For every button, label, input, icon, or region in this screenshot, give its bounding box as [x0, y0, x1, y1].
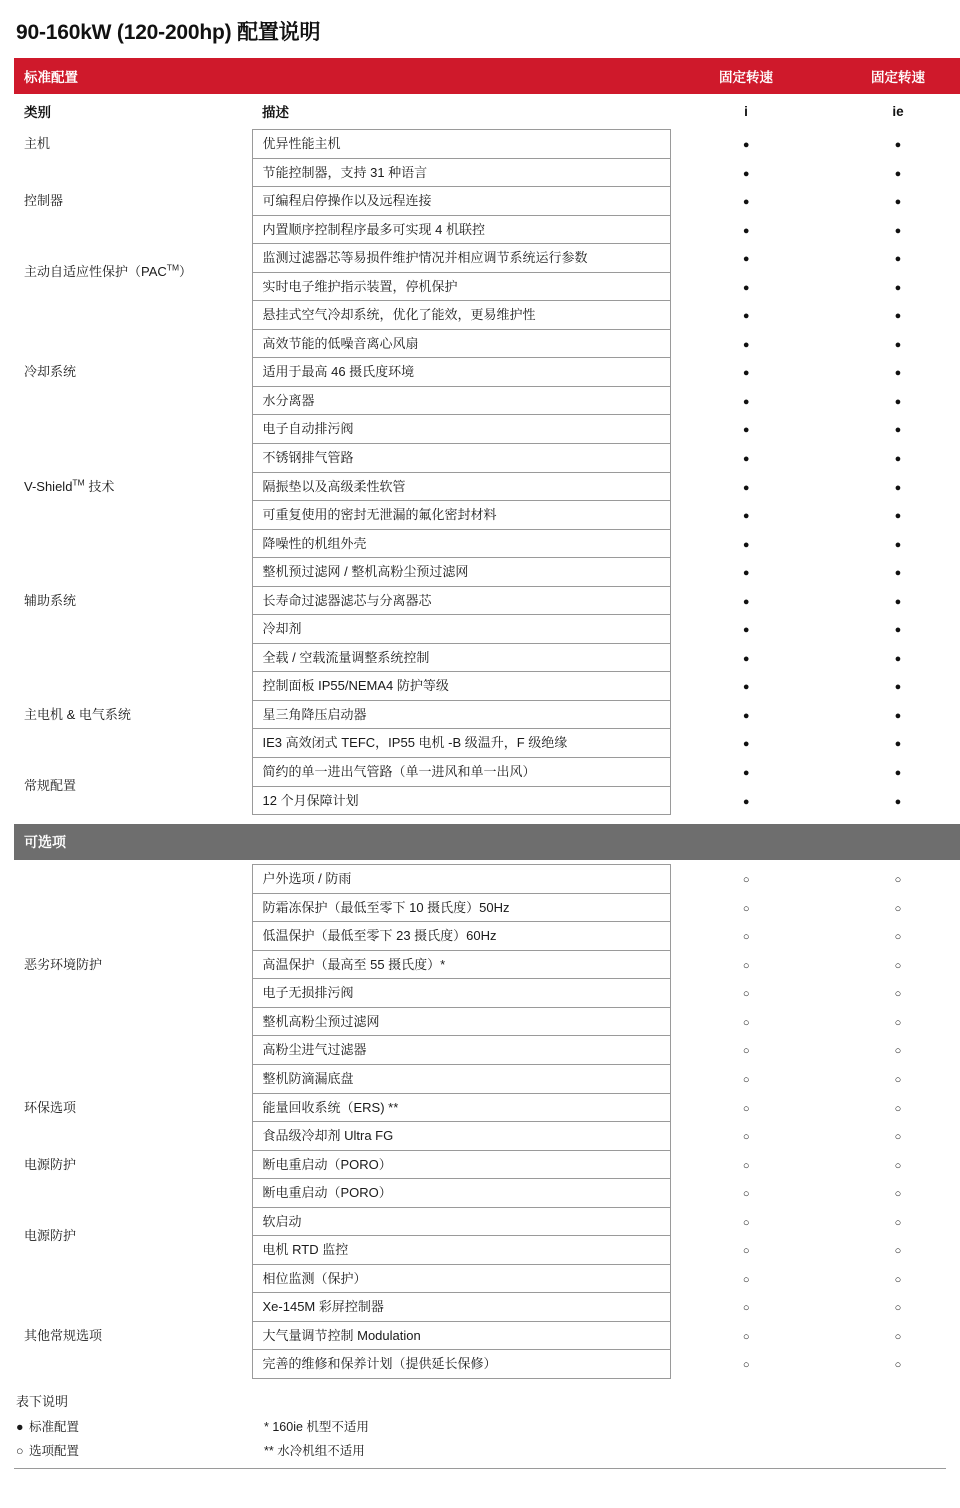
row-description: 实时电子维护指示装置，停机保护 — [252, 272, 670, 301]
row-category: 辅助系统 — [24, 592, 77, 608]
standard-dot-icon — [743, 793, 750, 808]
row-value-i — [670, 1293, 822, 1322]
table-subheader — [14, 94, 960, 130]
table-row — [14, 301, 960, 330]
standard-dot-icon — [743, 707, 750, 722]
row-description: 长寿命过滤器滤芯与分离器芯 — [252, 586, 670, 615]
standard-dot-icon — [743, 593, 750, 608]
standard-dot-icon — [895, 678, 902, 693]
footnotes-title: 表下说明 — [16, 1393, 69, 1409]
row-value-i — [670, 444, 822, 473]
row-value-ie — [822, 215, 960, 244]
option-circle-icon — [895, 1100, 902, 1115]
option-circle-icon — [895, 1185, 902, 1200]
standard-dot-icon — [895, 193, 902, 208]
row-category: 控制器 — [24, 193, 64, 209]
row-value-i — [670, 130, 822, 159]
row-value-ie — [822, 586, 960, 615]
row-description: 星三角降压启动器 — [252, 700, 670, 729]
standard-dot-icon — [895, 165, 902, 180]
row-value-ie — [822, 615, 960, 644]
row-value-i — [670, 358, 822, 387]
row-value-ie — [822, 358, 960, 387]
table-row — [14, 1179, 960, 1208]
option-circle-icon — [743, 1157, 750, 1172]
row-value-i — [670, 729, 822, 758]
row-description: 食品级冷却剂 Ultra FG — [252, 1122, 670, 1151]
standard-dot-icon — [895, 279, 902, 294]
row-value-i — [670, 893, 822, 922]
row-description: 隔振垫以及高级柔性软管 — [252, 472, 670, 501]
option-circle-icon — [895, 1071, 902, 1086]
row-description: 相位监测（保护） — [252, 1264, 670, 1293]
row-value-ie — [822, 501, 960, 530]
row-value-i — [670, 615, 822, 644]
table-row — [14, 1064, 960, 1093]
standard-dot-icon — [895, 222, 902, 237]
row-value-ie — [822, 1007, 960, 1036]
bottom-divider — [14, 1468, 946, 1469]
row-description: 大气量调节控制 Modulation — [252, 1321, 670, 1350]
row-value-ie — [822, 893, 960, 922]
row-description: 优异性能主机 — [252, 130, 670, 159]
table-row — [14, 758, 960, 787]
standard-dot-icon — [895, 336, 902, 351]
row-description: 12 个月保障计划 — [252, 786, 670, 815]
standard-dot-icon — [743, 250, 750, 265]
standard-dot-icon — [895, 450, 902, 465]
standard-dot-icon — [743, 136, 750, 151]
row-description: 简约的单一进出气管路（单一进风和单一出风） — [252, 758, 670, 787]
row-value-i — [670, 244, 822, 273]
row-value-ie — [822, 758, 960, 787]
row-value-i — [670, 1350, 822, 1379]
row-value-i — [670, 301, 822, 330]
row-value-ie — [822, 272, 960, 301]
row-value-ie — [822, 158, 960, 187]
row-description: 内置顺序控制程序最多可实现 4 机联控 — [252, 215, 670, 244]
row-value-i — [670, 1207, 822, 1236]
standard-dot-icon — [743, 564, 750, 579]
option-circle-icon: ○ — [16, 1443, 24, 1458]
row-description: 不锈钢排气管路 — [252, 444, 670, 473]
header-col1-label: 固定转速 — [670, 58, 822, 94]
standard-dot-icon — [743, 336, 750, 351]
row-value-ie — [822, 1122, 960, 1151]
row-value-i — [670, 1122, 822, 1151]
standard-dot-icon — [743, 307, 750, 322]
option-circle-icon — [743, 1271, 750, 1286]
option-circle-icon — [895, 1271, 902, 1286]
row-description: 断电重启动（PORO） — [252, 1150, 670, 1179]
row-value-ie — [822, 1179, 960, 1208]
row-value-ie — [822, 244, 960, 273]
row-value-ie — [822, 786, 960, 815]
row-value-i — [670, 1093, 822, 1122]
footnotes — [14, 1389, 946, 1469]
option-circle-icon — [743, 871, 750, 886]
row-value-ie — [822, 386, 960, 415]
option-circle-icon — [895, 1042, 902, 1057]
row-description: 全载 / 空载流量调整系统控制 — [252, 643, 670, 672]
row-value-i — [670, 1179, 822, 1208]
row-description: 防霜冻保护（最低至零下 10 摄氏度）50Hz — [252, 893, 670, 922]
row-category: 恶劣环境防护 — [24, 956, 103, 972]
row-value-i — [670, 558, 822, 587]
standard-dot-icon — [895, 621, 902, 636]
standard-dot-icon — [895, 421, 902, 436]
row-description: IE3 高效闭式 TEFC，IP55 电机 -B 级温升，F 级绝缘 — [252, 729, 670, 758]
standard-dot-icon — [895, 707, 902, 722]
option-circle-icon — [743, 900, 750, 915]
row-value-i — [670, 472, 822, 501]
row-description: 节能控制器，支持 31 种语言 — [252, 158, 670, 187]
row-value-i — [670, 979, 822, 1008]
table-row — [14, 672, 960, 701]
footnote-note: * 160ie 机型不适用 — [264, 1419, 369, 1434]
row-value-ie — [822, 444, 960, 473]
option-circle-icon — [743, 1128, 750, 1143]
row-value-i — [670, 1264, 822, 1293]
row-value-i — [670, 865, 822, 894]
row-value-i — [670, 272, 822, 301]
row-description: 适用于最高 46 摄氏度环境 — [252, 358, 670, 387]
standard-dot-icon — [743, 479, 750, 494]
option-circle-icon — [895, 1299, 902, 1314]
row-description: 水分离器 — [252, 386, 670, 415]
row-value-i — [670, 386, 822, 415]
table-header-standard — [14, 58, 960, 94]
row-value-i — [670, 786, 822, 815]
row-value-ie — [822, 187, 960, 216]
row-value-i — [670, 329, 822, 358]
option-circle-icon — [895, 928, 902, 943]
option-circle-icon — [743, 1356, 750, 1371]
row-category: 电源防护 — [24, 1227, 77, 1243]
option-circle-icon — [743, 1071, 750, 1086]
row-value-ie — [822, 301, 960, 330]
standard-dot-icon — [895, 650, 902, 665]
row-value-ie — [822, 979, 960, 1008]
row-description: 悬挂式空气冷却系统，优化了能效，更易维护性 — [252, 301, 670, 330]
table-row — [14, 529, 960, 558]
standard-dot-icon — [895, 250, 902, 265]
row-description: 控制面板 IP55/NEMA4 防护等级 — [252, 672, 670, 701]
row-description: 完善的维修和保养计划（提供延长保修） — [252, 1350, 670, 1379]
row-value-ie — [822, 1150, 960, 1179]
table-row — [14, 244, 960, 273]
row-value-i — [670, 586, 822, 615]
row-value-i — [670, 1064, 822, 1093]
option-circle-icon — [743, 1100, 750, 1115]
standard-dot-icon — [743, 222, 750, 237]
row-value-i — [670, 215, 822, 244]
section-spacer — [14, 815, 960, 824]
row-value-i — [670, 1236, 822, 1265]
row-value-ie — [822, 1293, 960, 1322]
standard-dot-icon — [895, 507, 902, 522]
option-circle-icon — [895, 871, 902, 886]
optional-section-band — [14, 824, 960, 860]
row-value-i — [670, 1036, 822, 1065]
footnote-legend: ○ 选项配置 — [16, 1443, 80, 1458]
header-standard-label: 标准配置 — [14, 58, 670, 94]
specification-table — [14, 58, 960, 1379]
footnote-legend: ● 标准配置 — [16, 1419, 80, 1434]
row-description: 高粉尘进气过滤器 — [252, 1036, 670, 1065]
standard-dot-icon — [743, 165, 750, 180]
row-value-i — [670, 758, 822, 787]
subheader-description: 描述 — [252, 94, 670, 130]
standard-dot-icon — [743, 364, 750, 379]
standard-dot-icon — [895, 536, 902, 551]
table-row — [14, 1150, 960, 1179]
row-description: 能量回收系统（ERS) ** — [252, 1093, 670, 1122]
row-value-ie — [822, 558, 960, 587]
row-value-i — [670, 922, 822, 951]
option-circle-icon — [895, 1356, 902, 1371]
row-category: 环保选项 — [24, 1099, 77, 1115]
row-value-ie — [822, 130, 960, 159]
row-category: V-Shield™ 技术 — [24, 477, 115, 494]
footnote-note: ** 水冷机组不适用 — [264, 1443, 365, 1458]
row-description: 可重复使用的密封无泄漏的氟化密封材料 — [252, 501, 670, 530]
row-value-ie — [822, 1064, 960, 1093]
row-value-ie — [822, 1321, 960, 1350]
table-row — [14, 1293, 960, 1322]
standard-dot-icon — [743, 764, 750, 779]
option-circle-icon — [895, 1214, 902, 1229]
subheader-category: 类别 — [14, 94, 252, 130]
row-description: 软启动 — [252, 1207, 670, 1236]
subheader-col1: i — [670, 94, 822, 130]
row-description: 可编程启停操作以及远程连接 — [252, 187, 670, 216]
standard-dot-icon — [895, 364, 902, 379]
option-circle-icon — [743, 985, 750, 1000]
standard-dot-icon — [743, 507, 750, 522]
row-description: 整机防滴漏底盘 — [252, 1064, 670, 1093]
option-circle-icon — [743, 1185, 750, 1200]
row-value-i — [670, 529, 822, 558]
row-value-ie — [822, 950, 960, 979]
row-value-ie — [822, 865, 960, 894]
option-circle-icon — [743, 1299, 750, 1314]
standard-dot-icon — [743, 735, 750, 750]
row-category: 常规配置 — [24, 778, 77, 794]
row-description: 高温保护（最高至 55 摄氏度）* — [252, 950, 670, 979]
footnotes-table — [14, 1414, 946, 1462]
standard-dot-icon — [743, 393, 750, 408]
row-description: 户外选项 / 防雨 — [252, 865, 670, 894]
row-category: 冷却系统 — [24, 364, 77, 380]
option-circle-icon — [743, 1242, 750, 1257]
row-description: 监测过滤器芯等易损件维护情况并相应调节系统运行参数 — [252, 244, 670, 273]
row-value-ie — [822, 472, 960, 501]
standard-dot-icon — [895, 593, 902, 608]
standard-dot-icon — [743, 536, 750, 551]
row-value-ie — [822, 1036, 960, 1065]
option-circle-icon — [743, 1214, 750, 1229]
subheader-col2: ie — [822, 94, 960, 130]
standard-dot-icon — [895, 393, 902, 408]
row-value-ie — [822, 729, 960, 758]
row-value-ie — [822, 1350, 960, 1379]
row-value-ie — [822, 1236, 960, 1265]
row-category: 主机 — [24, 136, 51, 151]
standard-dot-icon: ● — [16, 1419, 24, 1434]
row-value-i — [670, 1007, 822, 1036]
row-description: 冷却剂 — [252, 615, 670, 644]
row-value-ie — [822, 922, 960, 951]
row-value-i — [670, 672, 822, 701]
row-description: 断电重启动（PORO） — [252, 1179, 670, 1208]
row-value-ie — [822, 643, 960, 672]
row-description: 电子无损排污阀 — [252, 979, 670, 1008]
option-circle-icon — [743, 928, 750, 943]
option-circle-icon — [895, 900, 902, 915]
standard-dot-icon — [743, 279, 750, 294]
standard-dot-icon — [895, 564, 902, 579]
header-col2-label: 固定转速 — [822, 58, 960, 94]
row-description: 电子自动排污阀 — [252, 415, 670, 444]
option-circle-icon — [743, 1328, 750, 1343]
table-row — [14, 865, 960, 894]
row-value-i — [670, 158, 822, 187]
page-title: 90-160kW (120-200hp) 配置说明 — [16, 21, 321, 44]
row-category: 主动自适应性保护（PAC™） — [24, 263, 193, 280]
row-value-i — [670, 501, 822, 530]
standard-dot-icon — [895, 136, 902, 151]
row-description: 整机高粉尘预过滤网 — [252, 1007, 670, 1036]
standard-dot-icon — [743, 421, 750, 436]
table-row — [14, 130, 960, 159]
row-value-ie — [822, 1093, 960, 1122]
row-value-ie — [822, 529, 960, 558]
option-circle-icon — [895, 1157, 902, 1172]
row-value-ie — [822, 1207, 960, 1236]
table-row — [14, 158, 960, 187]
row-category: 电源防护 — [24, 1156, 77, 1172]
option-circle-icon — [895, 1328, 902, 1343]
table-row — [14, 444, 960, 473]
standard-dot-icon — [895, 793, 902, 808]
option-circle-icon — [895, 1128, 902, 1143]
row-value-ie — [822, 415, 960, 444]
option-circle-icon — [743, 957, 750, 972]
row-description: 低温保护（最低至零下 23 摄氏度）60Hz — [252, 922, 670, 951]
row-description: 整机预过滤网 / 整机高粉尘预过滤网 — [252, 558, 670, 587]
row-value-i — [670, 187, 822, 216]
standard-dot-icon — [895, 479, 902, 494]
footnote-row — [14, 1414, 946, 1438]
row-description: Xe-145M 彩屏控制器 — [252, 1293, 670, 1322]
standard-dot-icon — [743, 621, 750, 636]
option-circle-icon — [895, 1242, 902, 1257]
row-value-ie — [822, 700, 960, 729]
standard-dot-icon — [743, 678, 750, 693]
standard-dot-icon — [895, 307, 902, 322]
row-value-i — [670, 415, 822, 444]
row-value-ie — [822, 672, 960, 701]
standard-dot-icon — [895, 764, 902, 779]
standard-dot-icon — [743, 650, 750, 665]
optional-section-label: 可选项 — [14, 824, 960, 860]
option-circle-icon — [895, 957, 902, 972]
row-description: 电机 RTD 监控 — [252, 1236, 670, 1265]
row-value-ie — [822, 1264, 960, 1293]
row-category: 主电机 & 电气系统 — [24, 706, 131, 722]
footnote-row — [14, 1438, 946, 1462]
option-circle-icon — [743, 1042, 750, 1057]
row-description: 高效节能的低噪音离心风扇 — [252, 329, 670, 358]
row-value-i — [670, 643, 822, 672]
standard-dot-icon — [895, 735, 902, 750]
row-value-i — [670, 1321, 822, 1350]
option-circle-icon — [895, 1014, 902, 1029]
row-value-i — [670, 700, 822, 729]
row-description: 降噪性的机组外壳 — [252, 529, 670, 558]
option-circle-icon — [743, 1014, 750, 1029]
option-circle-icon — [895, 985, 902, 1000]
row-value-i — [670, 1150, 822, 1179]
standard-dot-icon — [743, 193, 750, 208]
row-category: 其他常规选项 — [24, 1327, 103, 1343]
standard-dot-icon — [743, 450, 750, 465]
row-value-i — [670, 950, 822, 979]
row-value-ie — [822, 329, 960, 358]
